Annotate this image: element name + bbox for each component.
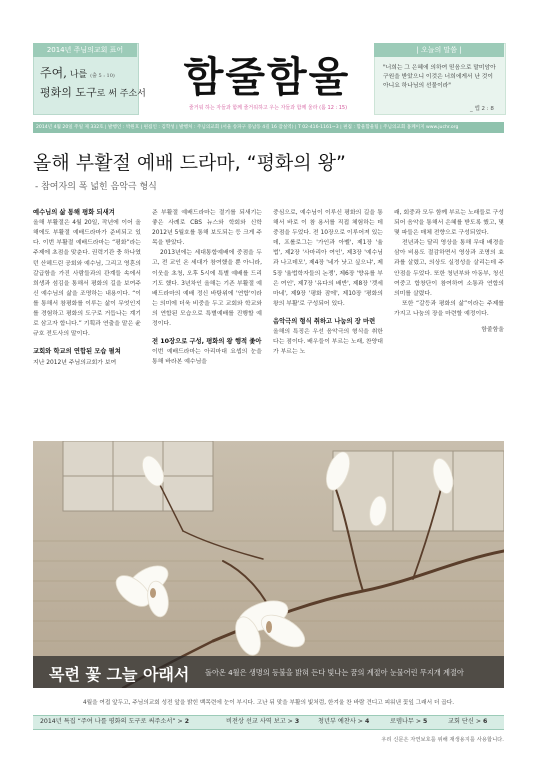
article-column-4 xyxy=(394,208,504,335)
motto-text: 주여, xyxy=(40,66,67,80)
recycled-paper-note: 우리 신문은 자연보호를 위해 재생용지를 사용합니다. xyxy=(381,737,504,743)
paragraph: 지난 2012년 주님의교회가 보여 xyxy=(33,359,117,366)
section-heading: 예수님의 삶 통해 평화 되새겨 xyxy=(33,209,115,216)
paragraph: 이번 예배드라마는 아리마대 요셉의 눈을 통해 바라본 예수님을 xyxy=(152,349,262,366)
motto-header: 2014년 주님의교회 표어 xyxy=(33,43,137,57)
article-column-3 xyxy=(273,208,383,357)
photo-caption-title: 목련 꽃 그늘 아래서 xyxy=(49,665,190,684)
paragraph: 준 부활절 예배드라마는 절기를 되새기는 좋은 사례로 CBS 뉴스와 학회와 신학 2012년 5월호를 통해 보도되는 등 크게 주목을 받았다. xyxy=(152,210,262,247)
section-heading: 교회와 학교의 연합된 모습 펼쳐 xyxy=(33,348,121,356)
todays-verse-text: "너희는 그 은혜에 의하여 믿음으로 말미암아 구원을 받았으니 이것은 너희에게서 난 것이 아니요 하나님의 선물이라" xyxy=(383,65,496,89)
index-item-label: 교회 단신 xyxy=(448,718,474,725)
index-item-page: 3 xyxy=(294,718,300,725)
paragraph: 올해의 특징은 우선 음악극의 형식을 취한다는 점이다. 배우들이 부르는 노래, 찬양대가 부르는 노 xyxy=(273,329,383,356)
index-item-page-3[interactable]: 비전상 선교 사역 보고 > 3 xyxy=(226,718,300,725)
index-item-label: 2014년 특집 “주여 나를 평화의 도구로 써주소서” xyxy=(40,718,176,725)
article-column-1 xyxy=(33,208,141,368)
article-subheadline: - 참여자의 폭 넓힌 음악극 형식 xyxy=(35,182,157,192)
photo-caption-text: 돌아온 4월은 생명의 등불을 밝혀 든다 빛나는 꿈의 계절아 눈물어린 무지개 계절아 xyxy=(205,668,464,677)
index-item-page: 6 xyxy=(483,718,488,725)
index-item-label: 비전상 선교 사역 보고 xyxy=(226,718,286,725)
motto-line-2 xyxy=(40,84,146,100)
magnolia-photo xyxy=(33,441,504,688)
article-signature: 함줄함울 xyxy=(481,327,504,334)
photo-description: 4월을 여접 앞두고, 주님의교회 성전 앞을 밝힌 백목련에 눈이 부시다. 고난 뒤 맞을 부활의 빛처럼, 한겨울 찬 바람 견디고 피워낸 꽃잎 그래서 더 곱다. xyxy=(82,700,455,706)
index-item-page-6[interactable]: 교회 단신 > 6 xyxy=(448,718,488,725)
motto-reference: (출 5 : 10) xyxy=(90,73,115,79)
index-item-page-5[interactable]: 로뎀나무 > 5 xyxy=(390,718,428,725)
index-item-page: 2 xyxy=(184,718,190,725)
publication-info-bar: 2014년 4월 20일 주일 제 332호 | 발행인 : 박원호 | 편집인 : 김학성 | 발행처 : 주님의교회 (서울 송파구 풍납동 4길 16 잠실역) | T 02-416-1161~3 | 편집 : 함울함울팀 | 주님의교회 홈페이지 www.juchr.org xyxy=(33,122,504,133)
section-heading: 전 10장으로 구성, 평화의 왕 행적 좇아 xyxy=(152,338,262,346)
todays-verse-header: | 오늘의 말씀 | xyxy=(374,43,504,57)
motto-text: 로 써 주소서 xyxy=(96,89,146,99)
index-item-label: 로뎀나무 xyxy=(390,718,414,725)
paragraph: 2013년에는 세대통합예배에 중점을 두고, 전 교인 온 세대가 참여했을 뿐 아니라, 이웃을 초청, 오후 5시에 특별 예배를 드리기도 했다. 3년차인 올해는 기존 부활절 예배드라마의 예배 정신 바탕위에 '연합'이라는 의미에 더욱 비중을 두고 교회와 학교와의 연합된 모습으로 특별예배를 진행할 예정이다. xyxy=(152,250,262,328)
paragraph: 올해 부활절은 4월 20일, 작년에 이어 올해에도 부활절 예배드라마가 준비되고 있다. 이번 부활절 예배드라마는 “평화”라는 주제에 초점을 맞춘다. 권력기관 충 하나였던 산헤드린 공회와 예수님, 그리고 영혼의 갈급함을 가진 사람들과의 관계들 속에서 희생과 섬김을 통해서 평화의 길을 보여주신 예수님의 삶을 조명하는 내용이다. “이를 통해서 참평화를 이루는 삶이 무엇인지를 경험하고 평화의 도구로 거듭나는 계기로 삼고자 합니다.” 기획과 연출을 맡은 윤규호 전도사의 말이다. xyxy=(33,220,141,338)
motto-line-1 xyxy=(40,64,115,81)
index-item-label: 청년부 예찬사 xyxy=(318,718,356,725)
index-item-page: 4 xyxy=(364,718,370,725)
newspaper-title: 함줄함울 xyxy=(183,53,351,101)
magnolia-illustration xyxy=(33,441,504,688)
article-column-2 xyxy=(152,208,262,368)
index-item-page: 5 xyxy=(423,718,428,725)
index-item-page-4[interactable]: 청년부 예찬사 > 4 xyxy=(318,718,370,725)
paragraph: 래, 회중과 모두 함께 부르는 노래들로 구성되어 음악을 통해서 은혜를 받도록 했고, 몇몇 파들은 매체 전향으로 구성되었다. xyxy=(394,210,504,237)
motto-text: 평화의 도구 xyxy=(40,86,97,99)
section-heading: 음악극의 형식 취하고 나눔의 장 마련 xyxy=(273,317,376,325)
paragraph: 전년과는 달리 영상을 통해 무대 배경을 삼아 비용도 절감하면서 영상과 조명의 효과를 살렸고, 의상도 실정성을 살리는데 주안점을 두었다. 또한 청년부와 아동부, 청신여중고 합창단이 참여하여 소통과 연합의 의미를 살렸다. xyxy=(394,240,504,297)
newspaper-tagline: 줄거워 하는 자들과 함께 줄거워하고 우는 자들과 함께 울라 (롬 12 : 15) xyxy=(188,105,348,111)
paragraph: 또한 “갈등과 평화의 삶”이라는 주제를 가지고 나눔의 장을 마련할 예정이다. xyxy=(394,300,504,317)
motto-text: 나를 xyxy=(67,70,91,80)
index-item-page-2[interactable]: 2014년 특집 “주여 나를 평화의 도구로 써주소서” > 2 xyxy=(40,718,190,725)
paragraph: 중심으로, 예수님이 이루신 평화의 길을 통해서 바로 이 참 용서를 직접 체험하는 데 중점을 두었다. 전 10장으로 이루어져 있는데, 프롤로그는 '가인과 아벨', 제1장 '율법', 제2장 '사마리아 여인', 제3장 '예수님과 나고데모', 제4장 '네가 낫고 싶으냐', 제5장 '율법학자들의 논쟁', 제6장 '향유를 부은 여인', 제7장 '유다의 배반', 제8장 '겟세마네', 제9장 '평화 잠에', 제10장 '평화의 왕의 부활'로 구성되어 있다. xyxy=(273,210,383,307)
todays-verse-reference: _ 엡 2 : 8 xyxy=(470,106,494,112)
article-headline: 올해 부활절 예배 드라마, “평화의 왕” xyxy=(33,152,346,174)
